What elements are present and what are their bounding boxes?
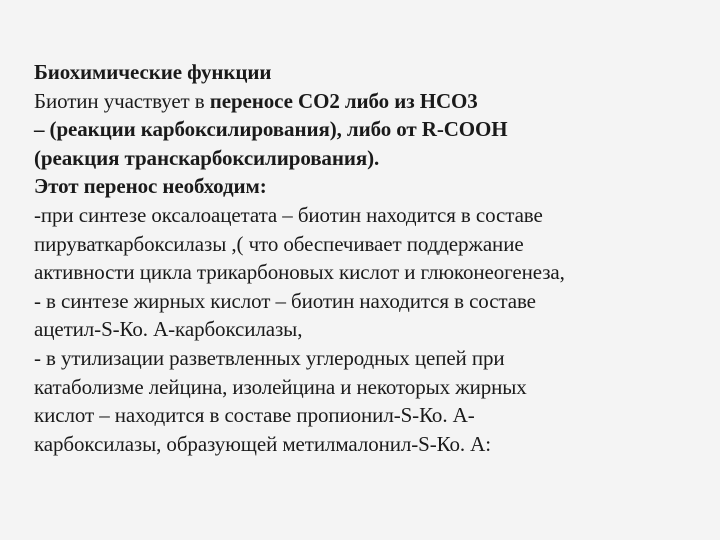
slide-title: Биохимические функции: [34, 60, 272, 84]
text-line-12: кислот – находится в составе пропионил-S-Ко. А-: [34, 403, 475, 428]
text-line-1-bold: переносе СО2 либо из НСО3: [209, 88, 478, 113]
text-line-5: -при синтезе оксалоацетата – биотин находится в составе: [34, 202, 543, 227]
text-line-11: катаболизме лейцина, изолейцина и некоторых жирных: [34, 374, 527, 399]
text-line-2: – (реакции карбоксилирования), либо от R-COOH: [34, 117, 508, 142]
text-line-7: активности цикла трикарбоновых кислот и глюконеогенеза,: [34, 260, 565, 285]
text-line-1-plain: Биотин участвует в: [34, 88, 210, 113]
text-line-10: - в утилизации разветвленных углеродных цепей при: [34, 345, 505, 370]
text-line-1: [34, 87, 694, 116]
slide-text-block: [34, 58, 694, 458]
text-line-6: пируваткарбоксилазы ,( что обеспечивает поддержание: [34, 231, 524, 256]
text-line-4: Этот перенос необходим:: [34, 174, 267, 199]
text-line-3: (реакция транскарбоксилирования).: [34, 145, 380, 170]
text-line-8: - в синтезе жирных кислот – биотин находится в составе: [34, 288, 536, 313]
text-line-9: ацетил-S-Ко. А-карбоксилазы,: [34, 317, 303, 342]
text-line-13: карбоксилазы, образующей метилмалонил-S-Ко. А:: [34, 431, 491, 456]
